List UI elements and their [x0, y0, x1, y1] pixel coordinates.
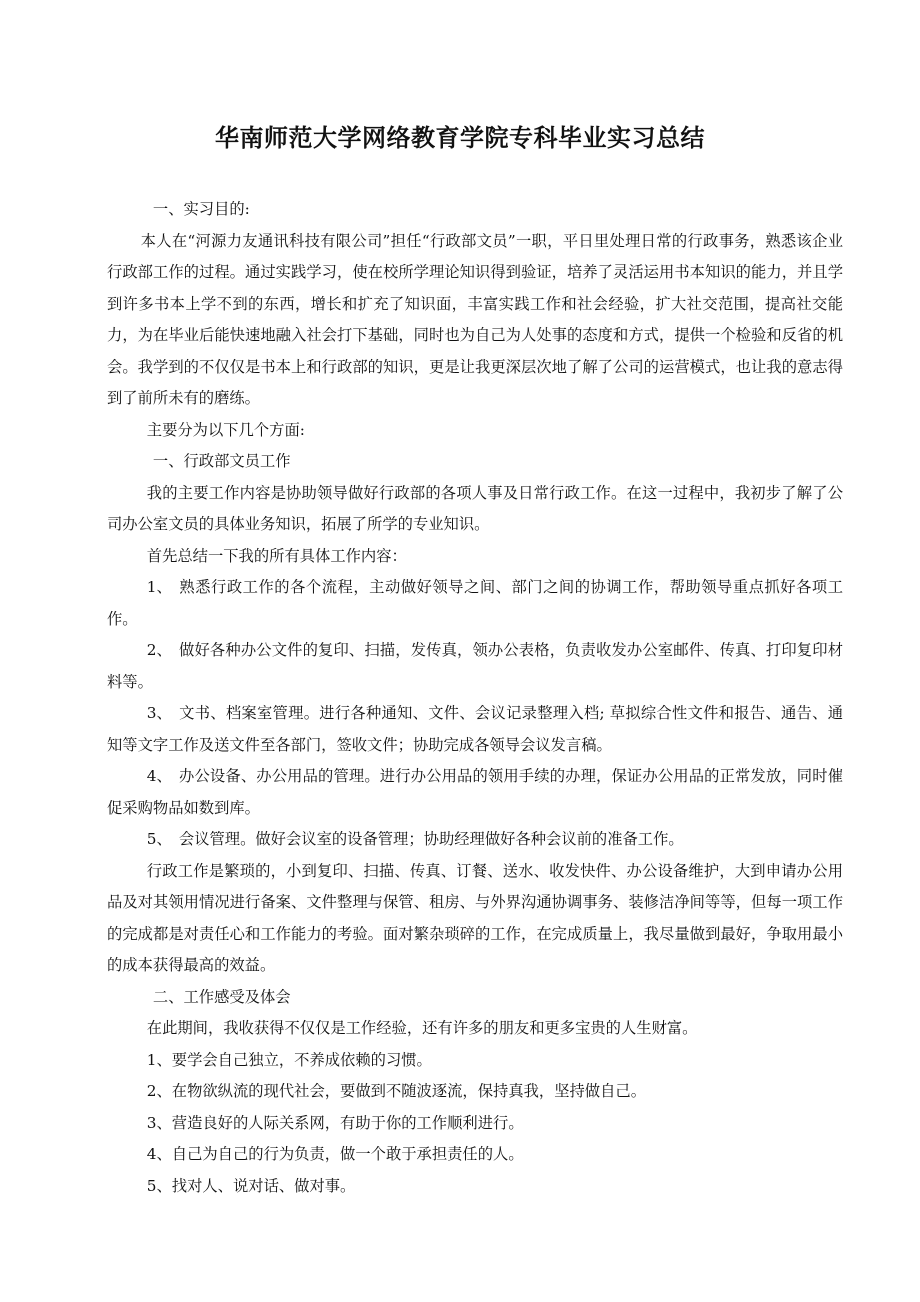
- lesson-item: 4、自己为自己的行为负责，做一个敢于承担责任的人。: [146, 1145, 524, 1163]
- section2-heading: 二、工作感受及体会: [152, 987, 291, 1006]
- duty-item: [107, 572, 843, 635]
- lesson-item: 3、营造良好的人际关系网，有助于你的工作顺利进行。: [146, 1113, 524, 1132]
- duty-number: 5、: [146, 830, 172, 848]
- summary-intro: 首先总结一下我的所有具体工作内容：: [146, 546, 407, 565]
- duty-text: 熟悉行政工作的各个流程，主动做好领导之间、部门之间的协调工作，帮助领导重点抓好各项工作。: [107, 578, 843, 628]
- duty-number: 2、: [146, 641, 172, 659]
- duty-number: 1、: [146, 578, 172, 596]
- section1-heading: 一、行政部文员工作: [152, 452, 291, 470]
- duty-item: [107, 698, 843, 761]
- duty-number: 4、: [146, 767, 172, 785]
- document-title: 华南师范大学网络教育学院专科毕业实习总结: [215, 124, 705, 152]
- lesson-item: 5、找对人、说对话、做对事。: [146, 1176, 356, 1195]
- intro-paragraph: 本人在“河源力友通讯科技有限公司”担任“行政部文员”一职，平日里处理日常的行政事务，熟悉该企业行政部工作的过程。通过实践学习，使在校所学理论知识得到验证，培养了灵活运用书本知识的能力，并且学到许多书本上学不到的东西，增长和扩充了知识面，丰富实践工作和社会经验，扩大社交范围，提高社交能力，为在毕业后能快速地融入社会打下基础，同时也为自己为人处事的态度和方式，提供一个检验和反省的机会。我学到的不仅仅是书本上和行政部的知识，更是让我更深层次地了解了公司的运营模式，也让我的意志得到了前所未有的磨练。: [107, 231, 843, 407]
- duty-item: [107, 635, 843, 698]
- heading-purpose: 一、实习目的:: [152, 200, 250, 218]
- closing-paragraph: 行政工作是繁琐的，小到复印、扫描、传真、订餐、送水、收发快件、办公设备维护，大到申请办公用品及对其领用情况进行备案、文件整理与保管、租房、与外界沟通协调事务、装修洁净间等等，但每一项工作的完成都是对责任心和工作能力的考验。面对繁杂琐碎的工作，在完成质量上，我尽量做到最好，争取用最小的成本获得最高的效益。: [107, 861, 843, 974]
- section2-intro: 在此期间，我收获得不仅仅是工作经验，还有许多的朋友和更多宝贵的人生财富。: [146, 1019, 698, 1037]
- duty-item: [107, 824, 843, 856]
- duty-number: 3、: [146, 704, 172, 722]
- section1-paragraph: 我的主要工作内容是协助领导做好行政部的各项人事及日常行政工作。在这一过程中，我初步了解了公司办公室文员的具体业务知识，拓展了所学的专业知识。: [107, 483, 843, 533]
- duty-item: [107, 761, 843, 824]
- duty-text: 办公设备、办公用品的管理。进行办公用品的领用手续的办理，保证办公用品的正常发放，同时催促采购物品如数到库。: [107, 767, 843, 817]
- aspects-intro: 主要分为以下几个方面:: [146, 420, 305, 439]
- document-body: [107, 194, 843, 1202]
- duty-text: 做好各种办公文件的复印、扫描，发传真，领办公表格，负责收发办公室邮件、传真、打印复印材料等。: [107, 641, 843, 691]
- lesson-item: 1、要学会自己独立，不养成依赖的习惯。: [146, 1050, 432, 1069]
- duty-text: 文书、档案室管理。进行各种通知、文件、会议记录整理入档; 草拟综合性文件和报告、通告、通知等文字工作及送文件至各部门，签收文件；协助完成各领导会议发言稿。: [107, 704, 843, 754]
- lesson-item: 2、在物欲纵流的现代社会，要做到不随波逐流，保持真我，坚持做自己。: [146, 1082, 646, 1100]
- duty-text: 会议管理。做好会议室的设备管理；协助经理做好各种会议前的准备工作。: [178, 830, 684, 848]
